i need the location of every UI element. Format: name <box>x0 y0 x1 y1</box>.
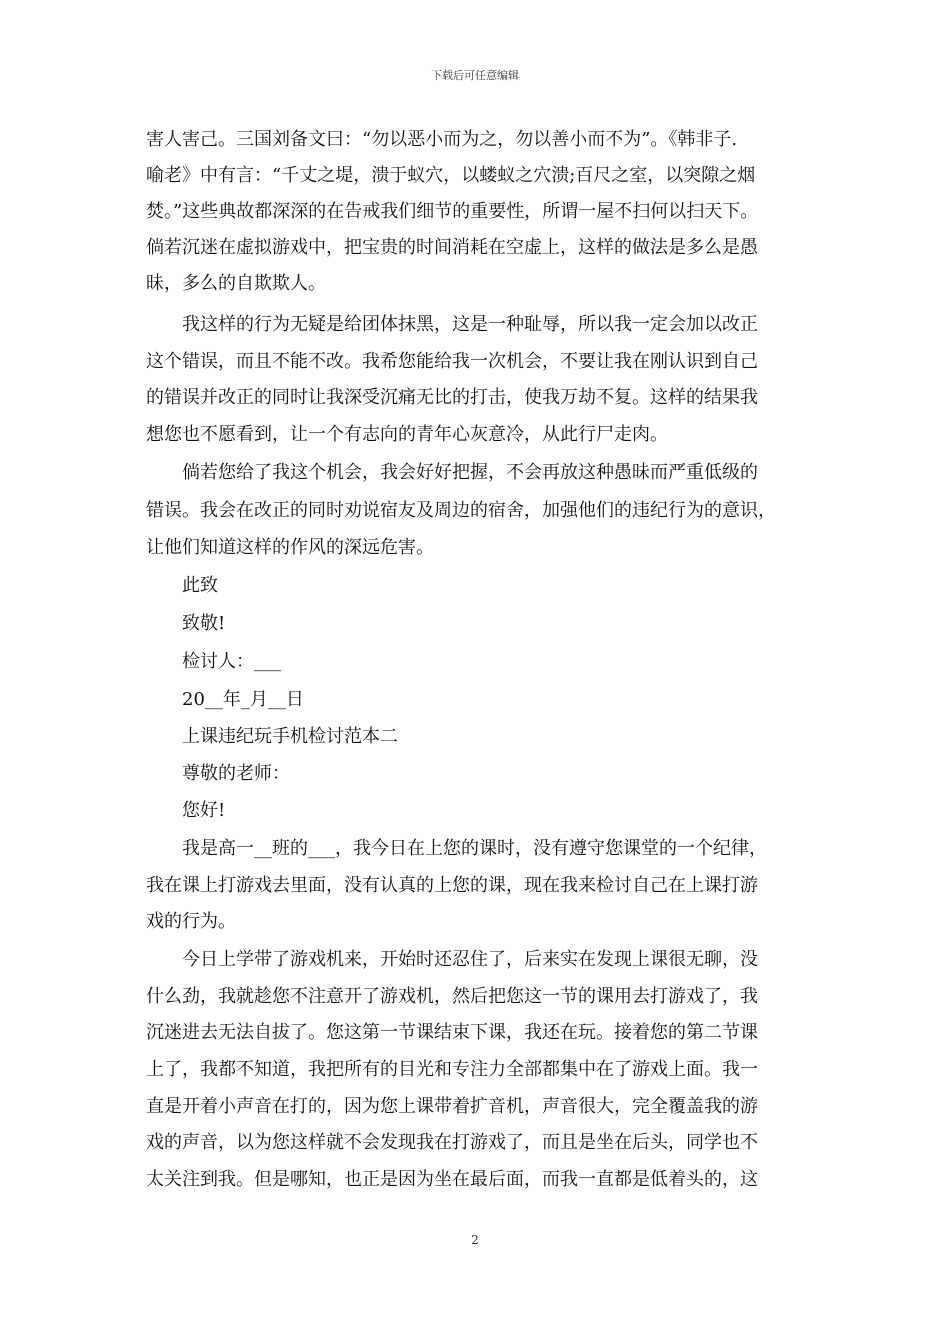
text-line: 害人害己。三国刘备文曰：“勿以恶小而为之，勿以善小而不为”。《韩非子. <box>146 129 738 150</box>
greeting-line: 您好! <box>182 800 226 821</box>
text-line: 沉迷进去无法自拔了。您这第一节课结束下课，我还在玩。接着您的第二节课 <box>146 1022 758 1043</box>
text-line: 焚。”这些典故都深深的在告戒我们细节的重要性，所谓一屋不扫何以扫天下。 <box>146 201 759 222</box>
salutation-line: 致敬! <box>182 613 226 634</box>
closing-line: 此致 <box>182 575 218 596</box>
date-line: 20__年_月__日 <box>182 689 304 710</box>
text-line: 倘若您给了我这个机会，我会好好把握，不会再放这种愚昧而严重低级的 <box>182 462 758 483</box>
text-line: 戏的行为。 <box>146 911 236 932</box>
text-line: 喻老》中有言：“千丈之堤，溃于蚁穴，以蝼蚁之穴溃;百尺之室，以突隙之烟 <box>146 165 756 186</box>
text-line: 这个错误，而且不能不改。我希您能给我一次机会，不要让我在刚认识到自己 <box>146 351 758 372</box>
section-title: 上课违纪玩手机检讨范本二 <box>182 726 398 747</box>
text-line: 今日上学带了游戏机来，开始时还忍住了，后来实在发现上课很无聊，没 <box>182 949 758 970</box>
text-line: 我这样的行为无疑是给团体抹黑，这是一种耻辱，所以我一定会加以改正 <box>182 314 758 335</box>
page-number: 2 <box>471 1233 479 1247</box>
text-line: 戏的声音，以为您这样就不会发现我在打游戏了，而且是坐在后头，同学也不 <box>146 1132 758 1153</box>
signature-line: 检讨人：___ <box>182 651 281 672</box>
text-line: 昧，多么的自欺欺人。 <box>146 273 326 294</box>
greeting-line: 尊敬的老师： <box>182 763 290 784</box>
text-line: 让他们知道这样的作风的深远危害。 <box>146 537 434 558</box>
page-header: 下载后可任意编辑 <box>431 69 519 82</box>
text-line: 的错误并改正的同时让我深受沉痛无比的打击，使我万劫不复。这样的结果我 <box>146 387 758 408</box>
text-line: 我是高一__班的___，我今日在上您的课时，没有遵守您课堂的一个纪律， <box>182 838 767 859</box>
text-line: 太关注到我。但是哪知，也正是因为坐在最后面，而我一直都是低着头的，这 <box>146 1169 758 1190</box>
text-line: 上了，我都不知道，我把所有的目光和专注力全部都集中在了游戏上面。我一 <box>146 1059 758 1080</box>
text-line: 想您也不愿看到，让一个有志向的青年心灰意冷，从此行尸走肉。 <box>146 424 668 445</box>
text-line: 直是开着小声音在打的，因为您上课带着扩音机，声音很大，完全覆盖我的游 <box>146 1096 758 1117</box>
text-line: 倘若沉迷在虚拟游戏中，把宝贵的时间消耗在空虚上，这样的做法是多么是愚 <box>146 237 758 258</box>
text-line: 我在课上打游戏去里面，没有认真的上您的课，现在我来检讨自己在上课打游 <box>146 875 758 896</box>
text-line: 什么劲，我就趁您不注意开了游戏机，然后把您这一节的课用去打游戏了，我 <box>146 986 758 1007</box>
text-line: 错误。我会在改正的同时劝说宿友及周边的宿舍，加强他们的违纪行为的意识， <box>146 500 776 521</box>
